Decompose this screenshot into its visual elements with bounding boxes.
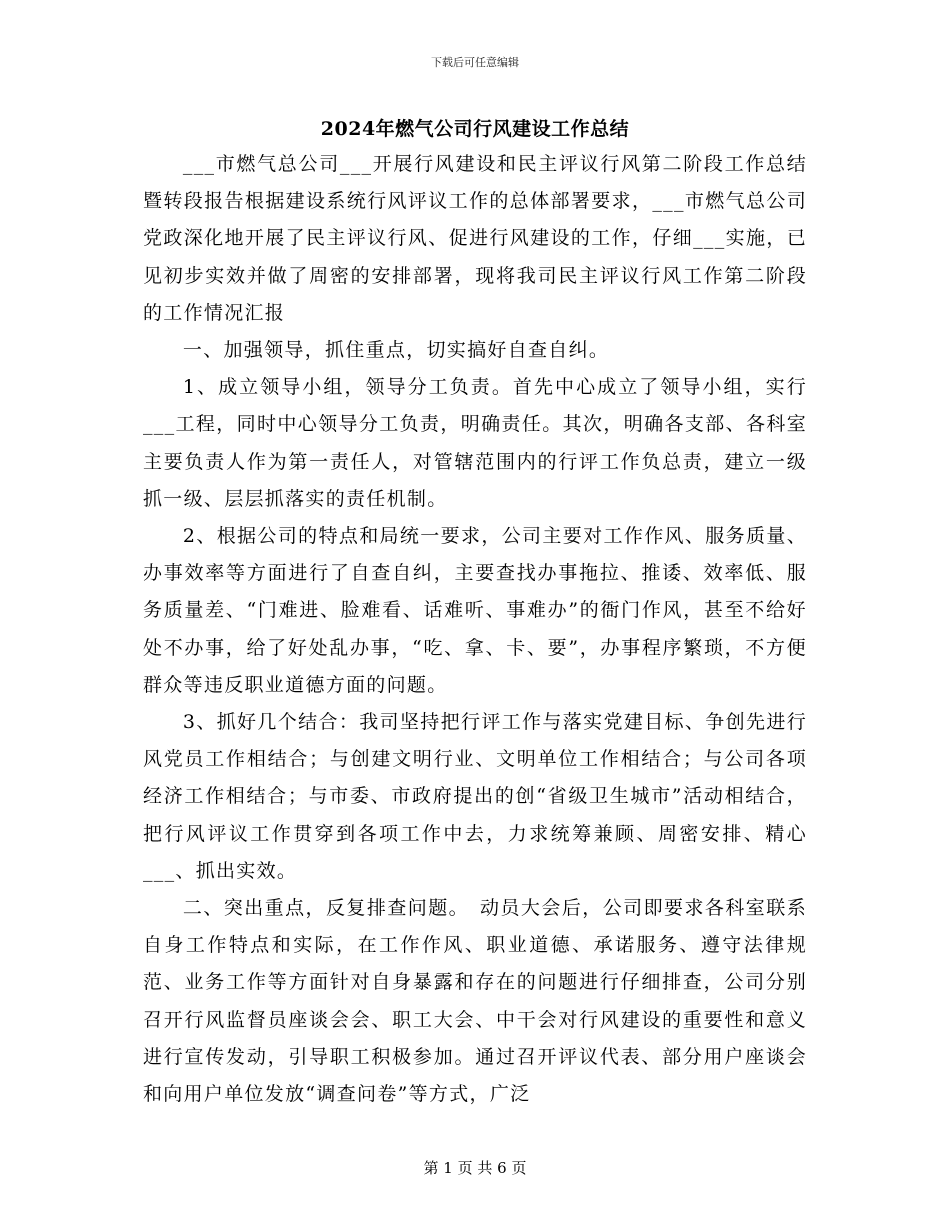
document-title: 2024年燃气公司行风建设工作总结 — [320, 118, 630, 140]
paragraph-item-1: 1、成立领导小组，领导分工负责。首先中心成立了领导小组，实行___工程，同时中心领导分工负责，明确责任。其次，明确各支部、各科室主要负责人作为第一责任人，对管辖范围内的行评工作负总责，建立一级抓一级、层层抓落实的责任机制。 — [143, 376, 807, 510]
paragraph-item-3: 3、抓好几个结合：我司坚持把行评工作与落实党建目标、争创先进行风党员工作相结合；与创建文明行业、文明单位工作相结合；与公司各项经济工作相结合；与市委、市政府提出的创“省级卫生城市”活动相结合，把行风评议工作贯穿到各项工作中去，力求统筹兼顾、周密安排、精心___、抓出实效。 — [143, 711, 807, 882]
paragraph-section-1-heading: 一、加强领导，抓住重点，切实搞好自查自纠。 — [182, 339, 610, 362]
paragraph-item-2: 2、根据公司的特点和局统一要求，公司主要对工作作风、服务质量、办事效率等方面进行了自查自纠，主要查找办事拖拉、推诿、效率低、服务质量差、“门难进、脸难看、话难听、事难办”的衙门作风，甚至不给好处不办事，给了好处乱办事，“吃、拿、卡、要”，办事程序繁琐，不方便群众等违反职业道德方面的问题。 — [143, 525, 807, 696]
header-note: 下载后可任意编辑 — [431, 56, 519, 69]
document-body — [143, 146, 807, 1113]
paragraph-section-2: 二、突出重点，反复排查问题。 动员大会后，公司即要求各科室联系自身工作特点和实际，在工作作风、职业道德、承诺服务、遵守法律规范、业务工作等方面针对自身暴露和存在的问题进行仔细排查，公司分别召开行风监督员座谈会会、职工大会、中干会对行风建设的重要性和意义进行宣传发动，引导职工积极参加。通过召开评议代表、部分用户座谈会和向用户单位发放“调查问卷”等方式，广泛 — [143, 897, 807, 1106]
page-number: 第 1 页 共 6 页 — [423, 1159, 527, 1177]
paragraph-intro: ___市燃气总公司___开展行风建设和民主评议行风第二阶段工作总结暨转段报告根据建设系统行风评议工作的总体部署要求，___市燃气总公司党政深化地开展了民主评议行风、促进行风建设的工作，仔细___实施，已见初步实效并做了周密的安排部署，现将我司民主评议行风工作第二阶段的工作情况汇报 — [143, 153, 807, 324]
